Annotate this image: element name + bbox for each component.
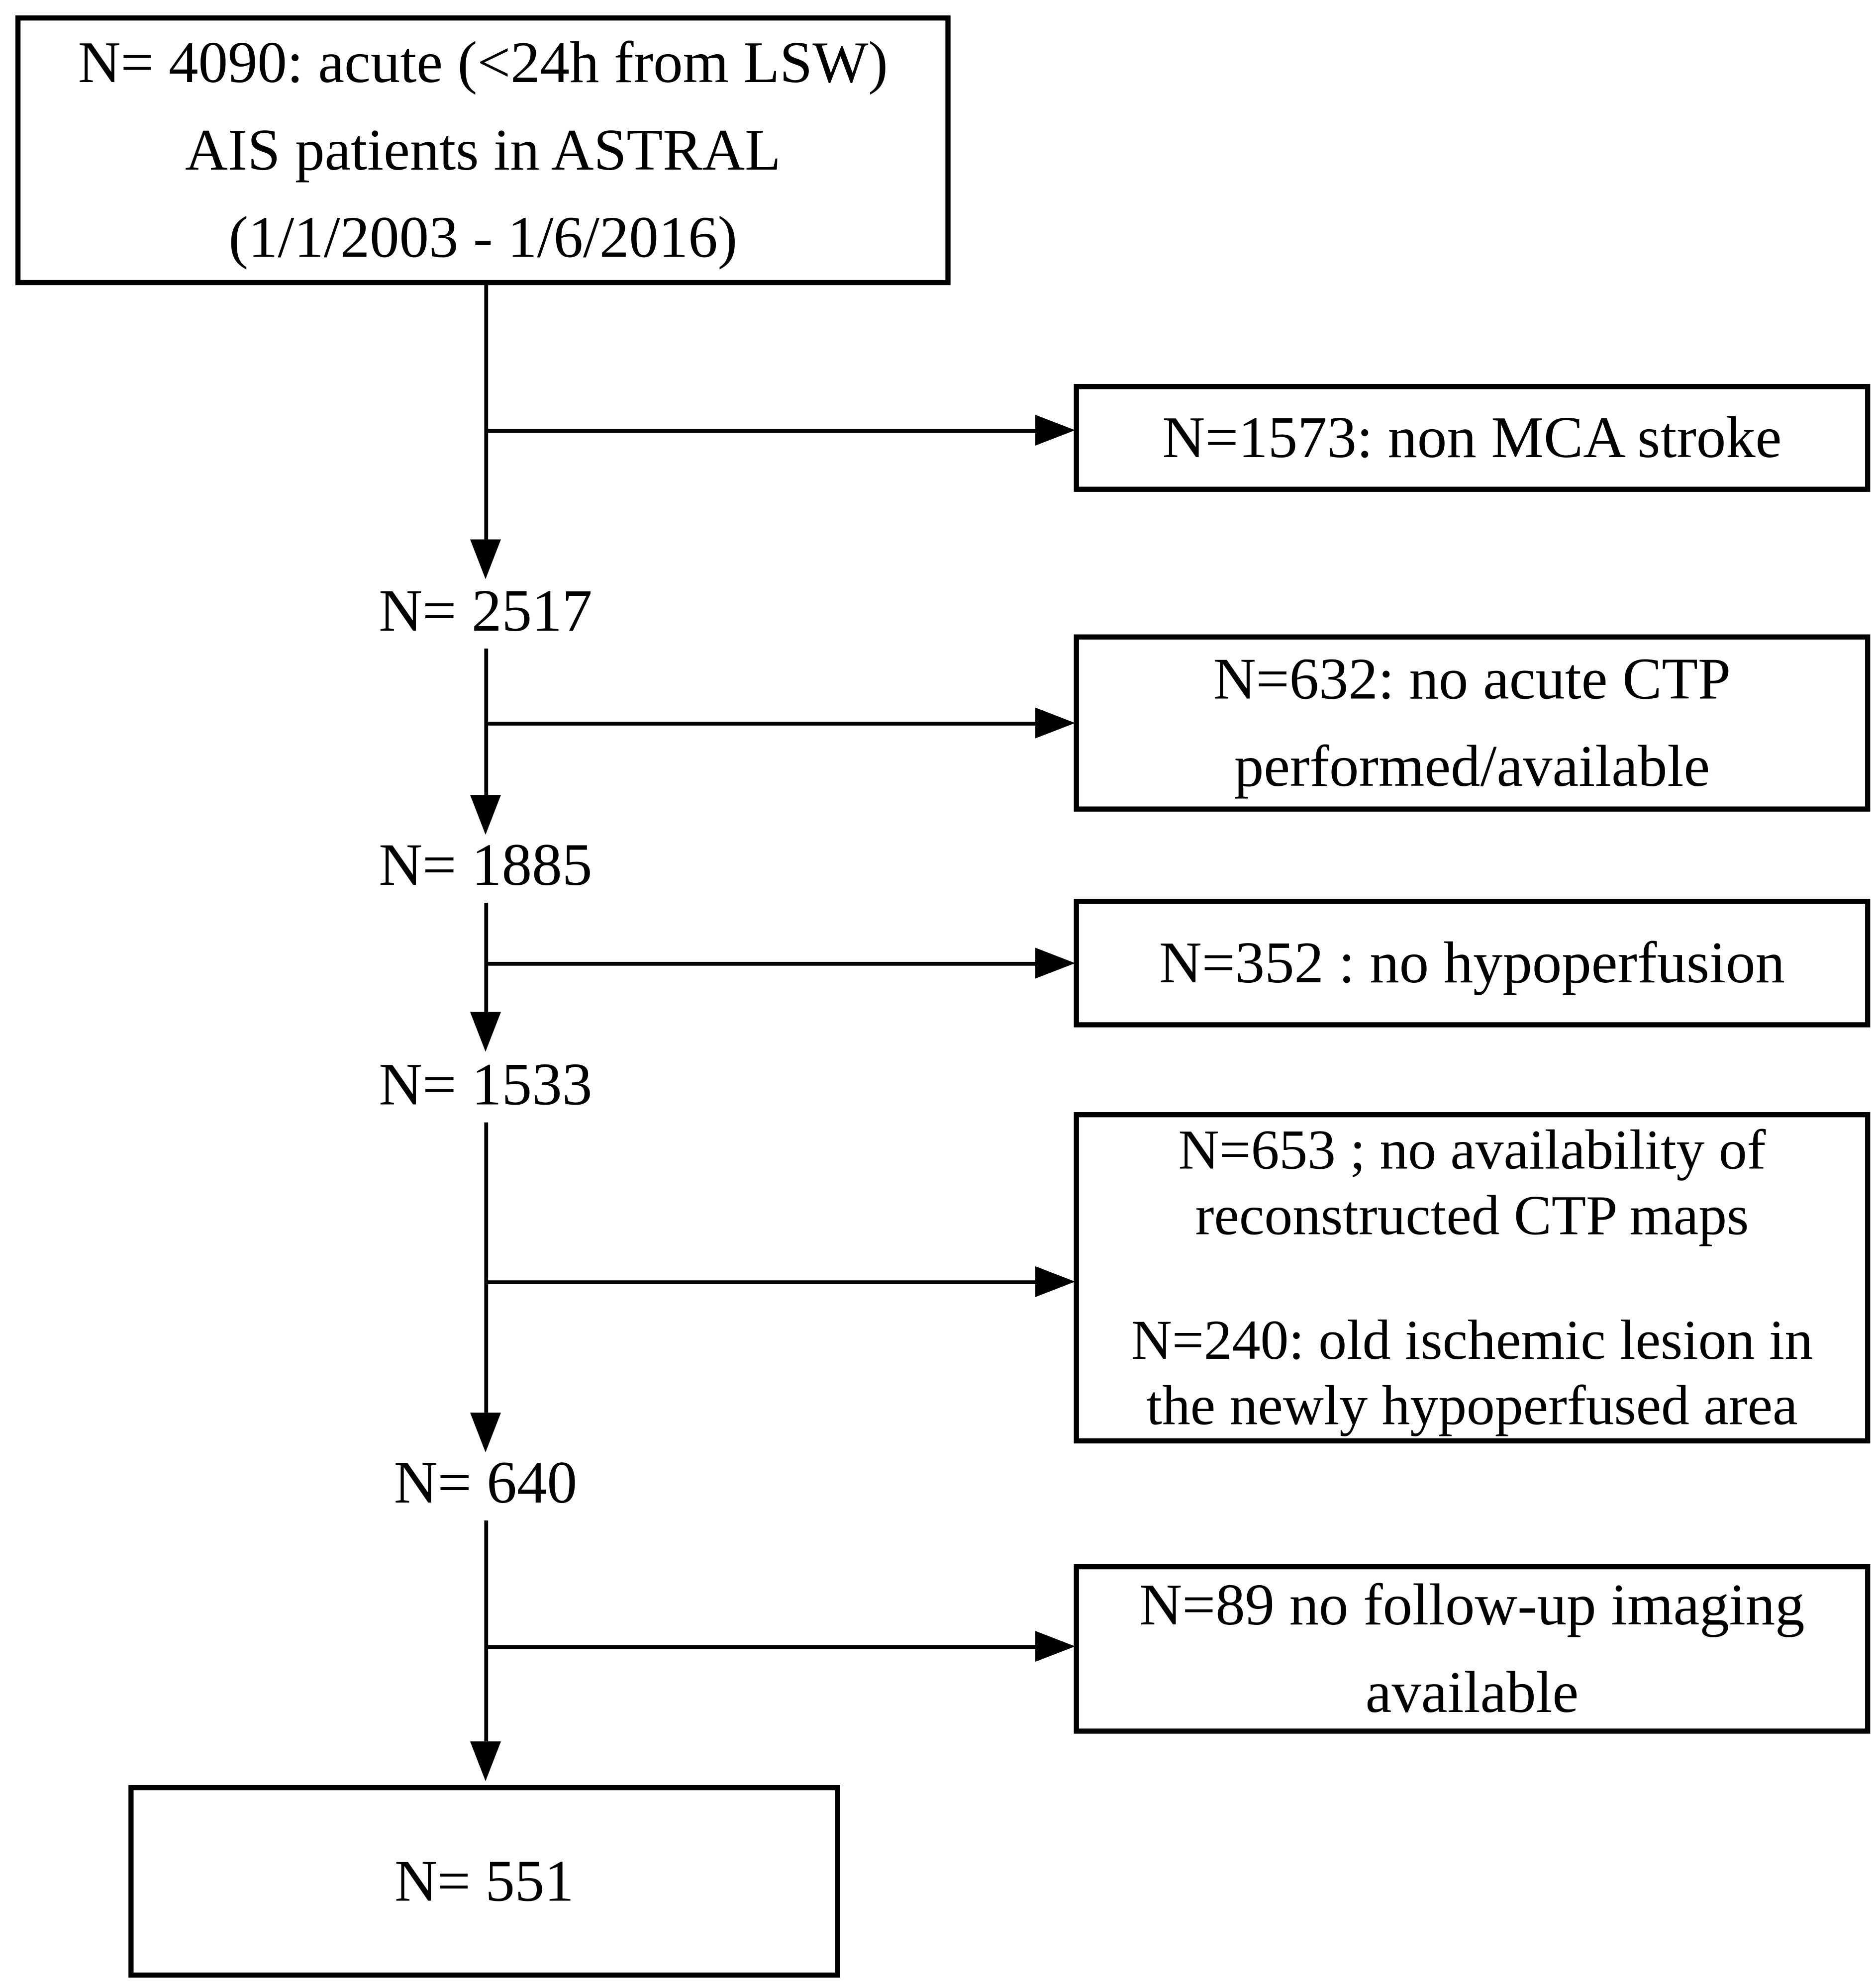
exclusion-4-line-1: N=653 ; no availability of bbox=[1178, 1118, 1766, 1182]
node-exclusion-no-ctp-maps-old-lesion bbox=[1074, 1112, 1871, 1443]
count-label-2517: N= 2517 bbox=[379, 577, 592, 645]
arrowhead-down-icon bbox=[470, 1413, 501, 1452]
exclusion-4-line-3: N=240: old ischemic lesion in bbox=[1131, 1308, 1813, 1372]
arrowhead-right-icon bbox=[1035, 1266, 1075, 1297]
top-box-line-2: AIS patients in ASTRAL bbox=[185, 116, 781, 183]
node-total-patients bbox=[15, 15, 951, 285]
arrowhead-right-icon bbox=[1035, 1631, 1075, 1662]
exclusion-4-line-4: the newly hypoperfused area bbox=[1146, 1374, 1798, 1437]
top-box-line-1: N= 4090: acute (<24h from LSW) bbox=[78, 29, 888, 95]
node-exclusion-no-hypoperfusion bbox=[1074, 899, 1871, 1027]
exclusion-4-paragraph-2 bbox=[1131, 1307, 1813, 1438]
exclusion-4-line-2: reconstructed CTP maps bbox=[1195, 1184, 1749, 1247]
branch-line-5 bbox=[487, 1645, 1038, 1649]
exclusion-3-line-1: N=352 : no hypoperfusion bbox=[1159, 930, 1785, 995]
exclusion-5-line-1: N=89 no follow-up imaging bbox=[1139, 1572, 1805, 1637]
arrowhead-down-icon bbox=[470, 795, 501, 835]
exclusion-4-paragraph-1 bbox=[1178, 1117, 1766, 1248]
count-label-1533: N= 1533 bbox=[379, 1051, 592, 1119]
exclusion-2-line-1: N=632: no acute CTP bbox=[1213, 646, 1731, 712]
count-label-640: N= 640 bbox=[394, 1450, 578, 1517]
count-label-1885: N= 1885 bbox=[379, 832, 592, 899]
exclusion-1-line-1: N=1573: non MCA stroke bbox=[1162, 404, 1782, 470]
node-exclusion-no-followup-imaging bbox=[1074, 1564, 1871, 1734]
top-box-line-3: (1/1/2003 - 1/6/2016) bbox=[228, 204, 738, 270]
exclusion-5-line-2: available bbox=[1365, 1659, 1579, 1725]
arrowhead-right-icon bbox=[1035, 948, 1075, 979]
branch-line-4 bbox=[487, 1280, 1038, 1284]
arrowhead-down-icon bbox=[470, 539, 501, 579]
branch-line-3 bbox=[487, 962, 1038, 966]
flow-line-segment-1 bbox=[484, 283, 488, 539]
final-box-label: N= 551 bbox=[395, 1848, 574, 1914]
branch-line-1 bbox=[487, 429, 1038, 433]
exclusion-2-line-2: performed/available bbox=[1234, 733, 1710, 799]
node-final-cohort bbox=[128, 1785, 840, 1978]
arrowhead-right-icon bbox=[1035, 708, 1075, 739]
node-exclusion-non-mca-stroke bbox=[1074, 384, 1871, 492]
node-exclusion-no-acute-ctp bbox=[1074, 635, 1871, 812]
branch-line-2 bbox=[487, 722, 1038, 726]
flow-line-segment-3 bbox=[484, 903, 488, 1012]
arrowhead-down-icon bbox=[470, 1012, 501, 1052]
flow-line-segment-4 bbox=[484, 1123, 488, 1413]
flow-line-segment-5 bbox=[484, 1520, 488, 1741]
arrowhead-down-icon bbox=[470, 1741, 501, 1781]
arrowhead-right-icon bbox=[1035, 415, 1075, 446]
